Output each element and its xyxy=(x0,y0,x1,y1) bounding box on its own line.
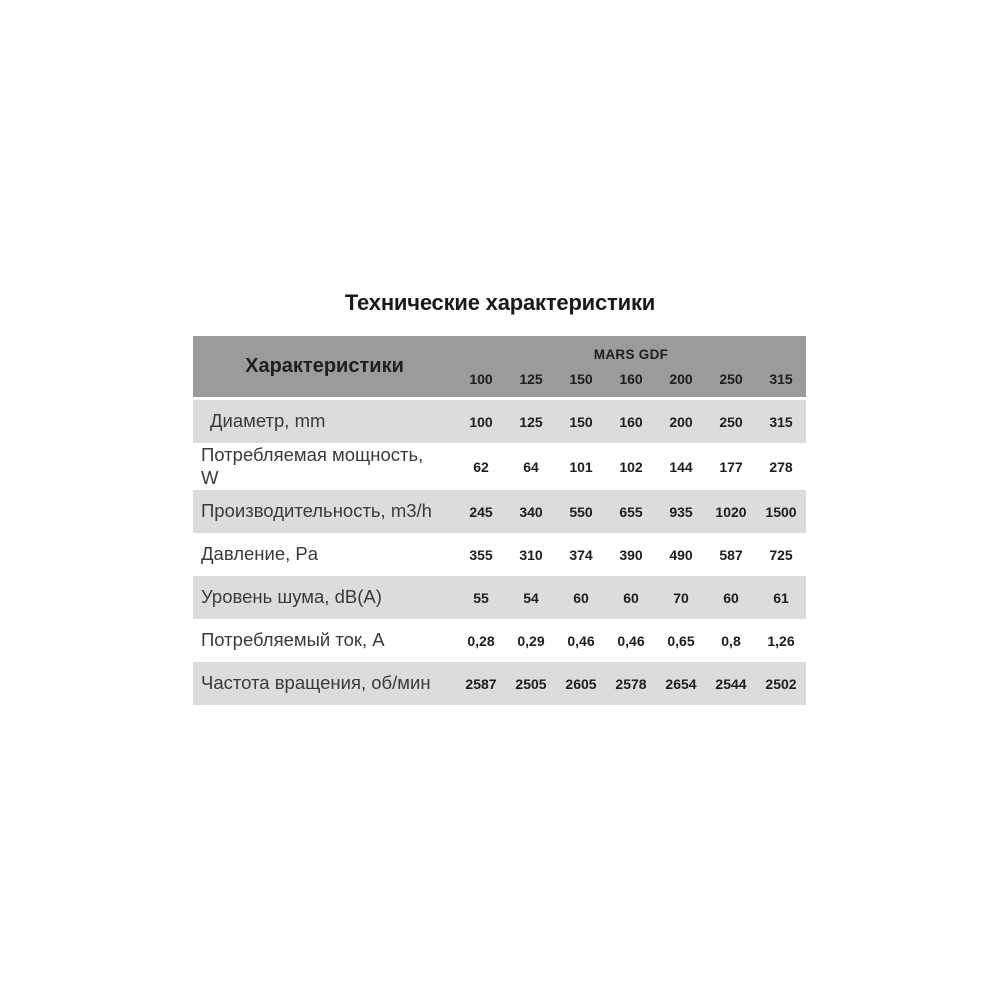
row-value: 101 xyxy=(569,458,593,475)
table-header xyxy=(193,336,806,397)
row-value: 2505 xyxy=(515,675,547,692)
row-value: 315 xyxy=(769,413,793,430)
size-column-header: 100 xyxy=(469,371,493,387)
row-value: 0,65 xyxy=(667,632,695,649)
row-value: 490 xyxy=(669,546,693,563)
table-body xyxy=(193,400,806,705)
row-value: 725 xyxy=(769,546,793,563)
row-label: Диаметр, mm xyxy=(210,410,326,432)
row-value: 245 xyxy=(469,503,493,520)
row-value: 100 xyxy=(469,413,493,430)
row-value: 310 xyxy=(519,546,543,563)
row-value: 144 xyxy=(669,458,693,475)
spec-table xyxy=(193,336,806,705)
size-column-header: 150 xyxy=(569,371,593,387)
row-value: 2587 xyxy=(465,675,497,692)
row-value: 2544 xyxy=(715,675,747,692)
size-column-header: 125 xyxy=(519,371,543,387)
row-value: 2502 xyxy=(765,675,797,692)
row-value: 1020 xyxy=(715,503,747,520)
row-value: 2578 xyxy=(615,675,647,692)
row-value: 55 xyxy=(473,589,489,606)
table-row-noise xyxy=(193,576,806,619)
row-value: 587 xyxy=(719,546,743,563)
row-value: 374 xyxy=(569,546,593,563)
row-label: Давление, Pa xyxy=(201,543,319,565)
row-value: 0,29 xyxy=(517,632,545,649)
row-value: 1500 xyxy=(765,503,797,520)
row-value: 177 xyxy=(719,458,743,475)
row-label: Уровень шума, dB(A) xyxy=(201,586,382,608)
row-value: 60 xyxy=(573,589,589,606)
row-value: 2605 xyxy=(565,675,597,692)
table-row-pressure xyxy=(193,533,806,576)
row-value: 550 xyxy=(569,503,593,520)
row-value: 0,8 xyxy=(721,632,741,649)
row-label: Потребляемая мощность, W xyxy=(201,444,424,488)
model-series-label: MARS GDF xyxy=(593,347,669,362)
row-value: 250 xyxy=(719,413,743,430)
row-value: 1,26 xyxy=(767,632,795,649)
table-row-airflow xyxy=(193,490,806,533)
table-row-power xyxy=(193,443,806,490)
row-value: 935 xyxy=(669,503,693,520)
size-column-header: 250 xyxy=(719,371,743,387)
row-value: 390 xyxy=(619,546,643,563)
row-value: 0,46 xyxy=(567,632,595,649)
row-label: Частота вращения, об/мин xyxy=(201,672,431,694)
row-value: 125 xyxy=(519,413,543,430)
row-value: 0,46 xyxy=(617,632,645,649)
row-label: Производительность, m3/h xyxy=(201,500,432,522)
row-value: 150 xyxy=(569,413,593,430)
table-row-diameter xyxy=(193,400,806,443)
row-value: 0,28 xyxy=(467,632,495,649)
row-value: 355 xyxy=(469,546,493,563)
row-value: 102 xyxy=(619,458,643,475)
row-value: 200 xyxy=(669,413,693,430)
size-column-header: 160 xyxy=(619,371,643,387)
row-value: 340 xyxy=(519,503,543,520)
characteristics-column-header: Характеристики xyxy=(245,355,404,377)
size-column-header: 200 xyxy=(669,371,693,387)
row-value: 64 xyxy=(523,458,539,475)
row-value: 160 xyxy=(619,413,643,430)
row-value: 278 xyxy=(769,458,793,475)
row-value: 70 xyxy=(673,589,689,606)
model-sizes-header-row xyxy=(456,371,806,387)
page-title: Технические характеристики xyxy=(344,290,656,315)
table-row-current xyxy=(193,619,806,662)
model-header-group xyxy=(456,336,806,397)
row-value: 655 xyxy=(619,503,643,520)
table-row-rotation-speed xyxy=(193,662,806,705)
row-value: 60 xyxy=(723,589,739,606)
row-value: 62 xyxy=(473,458,489,475)
row-label: Потребляемый ток, A xyxy=(201,629,385,651)
row-value: 54 xyxy=(523,589,539,606)
row-value: 2654 xyxy=(665,675,697,692)
row-value: 60 xyxy=(623,589,639,606)
row-value: 61 xyxy=(773,589,789,606)
size-column-header: 315 xyxy=(769,371,793,387)
